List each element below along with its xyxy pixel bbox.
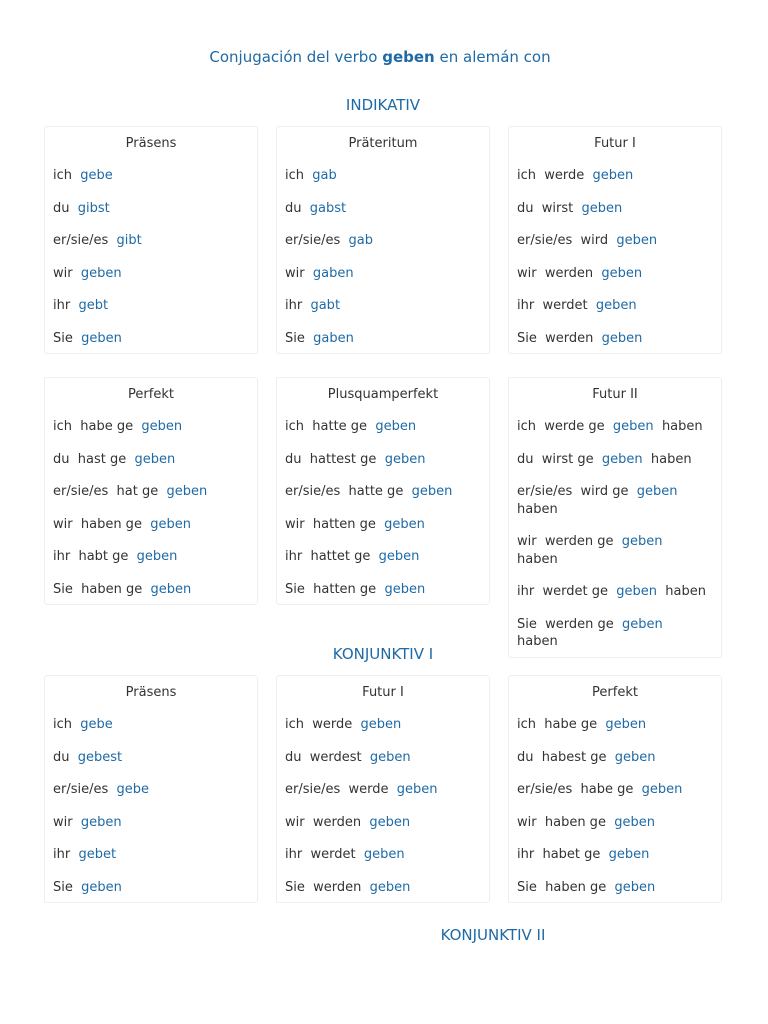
- verb-form: geben: [384, 451, 426, 467]
- conjugation-card: [44, 377, 258, 605]
- auxiliary: werden: [545, 330, 594, 346]
- card-tense-title: Futur I: [594, 136, 636, 151]
- auxiliary: werde: [544, 168, 585, 183]
- card-tense-title: Futur II: [592, 387, 638, 402]
- auxiliary: wirst: [541, 200, 574, 216]
- conjugation-row: [53, 200, 249, 218]
- verb-form: gab: [312, 168, 337, 183]
- auxiliary: werdet: [542, 298, 588, 313]
- verb-form: gibst: [77, 200, 110, 216]
- suffix: haben: [517, 551, 558, 567]
- pronoun: du: [53, 200, 70, 216]
- conjugation-card: [44, 675, 258, 903]
- pronoun: ich: [517, 419, 536, 434]
- verb-form: gebet: [78, 847, 117, 862]
- auxiliary: hast ge: [77, 451, 127, 467]
- auxiliary: hatten ge: [313, 581, 377, 597]
- verb-form: geben: [621, 534, 663, 549]
- pronoun: wir: [53, 814, 73, 830]
- section-heading-konjunktiv-2: KONJUNKTIV II: [440, 926, 546, 944]
- pronoun: er/sie/es: [53, 233, 109, 248]
- verb-form: geben: [81, 879, 122, 895]
- suffix: haben: [665, 584, 706, 599]
- card-tense-title: Perfekt: [592, 685, 638, 700]
- auxiliary: hattest ge: [309, 451, 377, 467]
- conjugation-row: [53, 516, 249, 534]
- verb-form: geben: [150, 516, 191, 532]
- pronoun: ich: [517, 168, 536, 183]
- pronoun: du: [285, 451, 302, 467]
- pronoun: ihr: [53, 298, 71, 313]
- pronoun: wir: [285, 265, 305, 281]
- conjugation-row: [285, 167, 481, 185]
- pronoun: ich: [53, 717, 72, 732]
- card-tense-title: Futur I: [362, 685, 404, 700]
- auxiliary: hattet ge: [310, 549, 371, 564]
- auxiliary: wird ge: [580, 484, 629, 499]
- pronoun: Sie: [517, 616, 537, 632]
- pronoun: ihr: [53, 549, 71, 564]
- title-verb: geben: [382, 48, 435, 66]
- pronoun: er/sie/es: [517, 782, 573, 797]
- conjugation-row: [517, 265, 713, 283]
- verb-form: gaben: [313, 330, 354, 346]
- conjugation-row: [285, 749, 481, 767]
- pronoun: er/sie/es: [53, 484, 109, 499]
- conjugation-row: [517, 533, 713, 568]
- pronoun: ihr: [285, 847, 303, 862]
- conjugation-row: [517, 814, 713, 832]
- pronoun: Sie: [517, 330, 537, 346]
- conjugation-row: [53, 330, 249, 348]
- page-title: [0, 48, 760, 66]
- conjugation-row: [517, 232, 713, 250]
- pronoun: er/sie/es: [517, 484, 573, 499]
- auxiliary: hat ge: [116, 484, 159, 499]
- auxiliary: habest ge: [541, 749, 607, 765]
- conjugation-card: [276, 675, 490, 903]
- verb-form: geben: [360, 717, 402, 732]
- verb-form: geben: [608, 847, 650, 862]
- card-tense-title: Plusquamperfekt: [327, 387, 439, 402]
- verb-form: gabt: [310, 298, 341, 313]
- conjugation-row: [517, 418, 713, 436]
- conjugation-row: [517, 879, 713, 897]
- verb-form: geben: [369, 749, 411, 765]
- auxiliary: habe ge: [544, 717, 598, 732]
- auxiliary: habe ge: [580, 782, 634, 797]
- conjugation-row: [517, 451, 713, 469]
- conjugation-row: [285, 200, 481, 218]
- auxiliary: hatte ge: [312, 419, 368, 434]
- conjugation-row: [285, 716, 481, 734]
- conjugation-row: [517, 330, 713, 348]
- conjugation-row: [285, 548, 481, 566]
- auxiliary: habe ge: [80, 419, 134, 434]
- verb-form: geben: [581, 200, 623, 216]
- suffix: haben: [517, 634, 558, 649]
- conjugation-row: [517, 781, 713, 799]
- conjugation-row: [517, 297, 713, 315]
- pronoun: er/sie/es: [285, 233, 341, 248]
- auxiliary: werdet ge: [542, 584, 608, 599]
- verb-form: geben: [616, 584, 657, 599]
- verb-form: geben: [363, 847, 405, 862]
- verb-form: geben: [141, 419, 183, 434]
- conjugation-row: [53, 749, 249, 767]
- pronoun: Sie: [53, 330, 73, 346]
- auxiliary: habet ge: [542, 847, 601, 862]
- verb-form: geben: [636, 484, 678, 499]
- grid-indikativ-2: [44, 377, 722, 658]
- auxiliary: werden: [544, 265, 594, 281]
- pronoun: Sie: [285, 330, 305, 346]
- verb-form: geben: [641, 782, 683, 797]
- conjugation-row: [285, 879, 481, 897]
- pronoun: ihr: [517, 584, 535, 599]
- conjugation-row: [53, 232, 249, 250]
- section-heading-konjunktiv-1: KONJUNKTIV I: [332, 645, 434, 663]
- verb-form: geben: [80, 814, 122, 830]
- auxiliary: hatten ge: [312, 516, 376, 532]
- conjugation-row: [285, 297, 481, 315]
- verb-form: geben: [595, 298, 637, 313]
- conjugation-row: [285, 516, 481, 534]
- verb-form: geben: [80, 265, 122, 281]
- verb-form: geben: [622, 616, 663, 632]
- pronoun: du: [53, 451, 70, 467]
- conjugation-row: [53, 548, 249, 566]
- verb-form: geben: [612, 419, 654, 434]
- card-tense-title: Perfekt: [128, 387, 174, 402]
- auxiliary: haben ge: [544, 814, 606, 830]
- pronoun: er/sie/es: [285, 484, 341, 499]
- verb-form: gibt: [116, 233, 142, 248]
- suffix: haben: [517, 501, 558, 517]
- verb-form: geben: [396, 782, 438, 797]
- suffix: haben: [650, 451, 692, 467]
- conjugation-row: [53, 846, 249, 864]
- conjugation-row: [53, 879, 249, 897]
- pronoun: du: [517, 749, 534, 765]
- card-tense-title: Präteritum: [348, 136, 418, 151]
- verb-form: gebe: [80, 717, 113, 732]
- auxiliary: habt ge: [78, 549, 129, 564]
- verb-form: geben: [384, 581, 426, 597]
- pronoun: ich: [53, 168, 72, 183]
- auxiliary: werde: [348, 782, 389, 797]
- conjugation-row: [285, 781, 481, 799]
- conjugation-row: [285, 483, 481, 501]
- grid-indikativ-1: [44, 126, 722, 354]
- pronoun: wir: [285, 814, 305, 830]
- verb-form: gebt: [78, 298, 109, 313]
- verb-form: gebe: [80, 168, 113, 183]
- verb-form: geben: [150, 581, 192, 597]
- auxiliary: wird: [580, 233, 609, 248]
- conjugation-row: [285, 846, 481, 864]
- verb-form: gebest: [77, 749, 123, 765]
- pronoun: ihr: [517, 298, 535, 313]
- grid-konjunktiv-1: [44, 675, 722, 903]
- auxiliary: werde: [312, 717, 353, 732]
- verb-form: gab: [348, 233, 374, 248]
- pronoun: Sie: [285, 879, 305, 895]
- conjugation-row: [53, 581, 249, 599]
- auxiliary: haben ge: [81, 581, 143, 597]
- conjugation-row: [285, 232, 481, 250]
- pronoun: du: [285, 200, 302, 216]
- pronoun: ihr: [53, 847, 71, 862]
- title-suffix: en alemán con: [439, 48, 551, 66]
- conjugation-row: [53, 418, 249, 436]
- conjugation-row: [517, 483, 713, 518]
- conjugation-row: [517, 583, 713, 601]
- auxiliary: werden: [313, 879, 362, 895]
- pronoun: Sie: [517, 879, 537, 895]
- pronoun: wir: [517, 265, 537, 281]
- verb-form: geben: [166, 484, 208, 499]
- verb-form: geben: [384, 516, 425, 532]
- auxiliary: wirst ge: [541, 451, 594, 467]
- pronoun: Sie: [53, 879, 73, 895]
- pronoun: wir: [53, 516, 73, 532]
- verb-form: gebe: [116, 782, 150, 797]
- verb-form: geben: [616, 233, 658, 248]
- auxiliary: haben ge: [545, 879, 607, 895]
- verb-form: geben: [601, 330, 643, 346]
- verb-form: gaben: [312, 265, 354, 281]
- verb-form: geben: [592, 168, 634, 183]
- section-heading-indikativ: INDIKATIV: [345, 96, 421, 114]
- conjugation-card: [508, 126, 722, 354]
- auxiliary: werden ge: [545, 616, 614, 632]
- auxiliary: werde ge: [544, 419, 605, 434]
- verb-form: geben: [614, 814, 655, 830]
- verb-form: geben: [614, 749, 656, 765]
- conjugation-card: [276, 377, 490, 605]
- pronoun: du: [285, 749, 302, 765]
- pronoun: er/sie/es: [53, 782, 109, 797]
- auxiliary: werdet: [310, 847, 356, 862]
- verb-form: gabst: [309, 200, 347, 216]
- verb-form: geben: [601, 451, 643, 467]
- auxiliary: hatte ge: [348, 484, 404, 499]
- verb-form: geben: [605, 717, 647, 732]
- pronoun: ich: [53, 419, 72, 434]
- pronoun: wir: [517, 814, 537, 830]
- verb-form: geben: [601, 265, 643, 281]
- pronoun: Sie: [53, 581, 73, 597]
- pronoun: ihr: [517, 847, 535, 862]
- conjugation-row: [517, 200, 713, 218]
- pronoun: ihr: [285, 298, 303, 313]
- conjugation-row: [53, 814, 249, 832]
- auxiliary: werden ge: [544, 534, 614, 549]
- verb-form: geben: [411, 484, 453, 499]
- pronoun: ich: [517, 717, 536, 732]
- pronoun: du: [53, 749, 70, 765]
- conjugation-row: [53, 716, 249, 734]
- conjugation-row: [285, 330, 481, 348]
- conjugation-row: [517, 167, 713, 185]
- conjugation-row: [285, 418, 481, 436]
- verb-form: geben: [375, 419, 417, 434]
- pronoun: ich: [285, 168, 304, 183]
- conjugation-row: [517, 846, 713, 864]
- pronoun: wir: [285, 516, 305, 532]
- title-prefix: Conjugación del verbo: [209, 48, 378, 66]
- card-tense-title: Präsens: [125, 136, 177, 151]
- pronoun: du: [517, 451, 534, 467]
- conjugation-card: [44, 126, 258, 354]
- auxiliary: haben ge: [80, 516, 142, 532]
- conjugation-card: [508, 675, 722, 903]
- conjugation-row: [53, 483, 249, 501]
- verb-form: geben: [369, 814, 411, 830]
- verb-form: geben: [136, 549, 178, 564]
- pronoun: er/sie/es: [517, 233, 573, 248]
- conjugation-row: [285, 265, 481, 283]
- verb-form: geben: [81, 330, 122, 346]
- auxiliary: werdest: [309, 749, 362, 765]
- pronoun: wir: [517, 534, 537, 549]
- conjugation-card: [508, 377, 722, 658]
- verb-form: geben: [378, 549, 420, 564]
- verb-form: geben: [614, 879, 656, 895]
- conjugation-row: [53, 167, 249, 185]
- suffix: haben: [661, 419, 703, 434]
- conjugation-card: [276, 126, 490, 354]
- pronoun: er/sie/es: [285, 782, 341, 797]
- pronoun: Sie: [285, 581, 305, 597]
- pronoun: ihr: [285, 549, 303, 564]
- conjugation-row: [53, 781, 249, 799]
- conjugation-row: [53, 297, 249, 315]
- pronoun: du: [517, 200, 534, 216]
- pronoun: ich: [285, 717, 304, 732]
- verb-form: geben: [369, 879, 411, 895]
- conjugation-row: [517, 716, 713, 734]
- conjugation-row: [285, 814, 481, 832]
- pronoun: ich: [285, 419, 304, 434]
- conjugation-row: [53, 265, 249, 283]
- conjugation-row: [517, 749, 713, 767]
- auxiliary: werden: [312, 814, 362, 830]
- conjugation-row: [53, 451, 249, 469]
- conjugation-row: [285, 581, 481, 599]
- verb-form: geben: [134, 451, 176, 467]
- conjugation-row: [285, 451, 481, 469]
- card-tense-title: Präsens: [125, 685, 177, 700]
- pronoun: wir: [53, 265, 73, 281]
